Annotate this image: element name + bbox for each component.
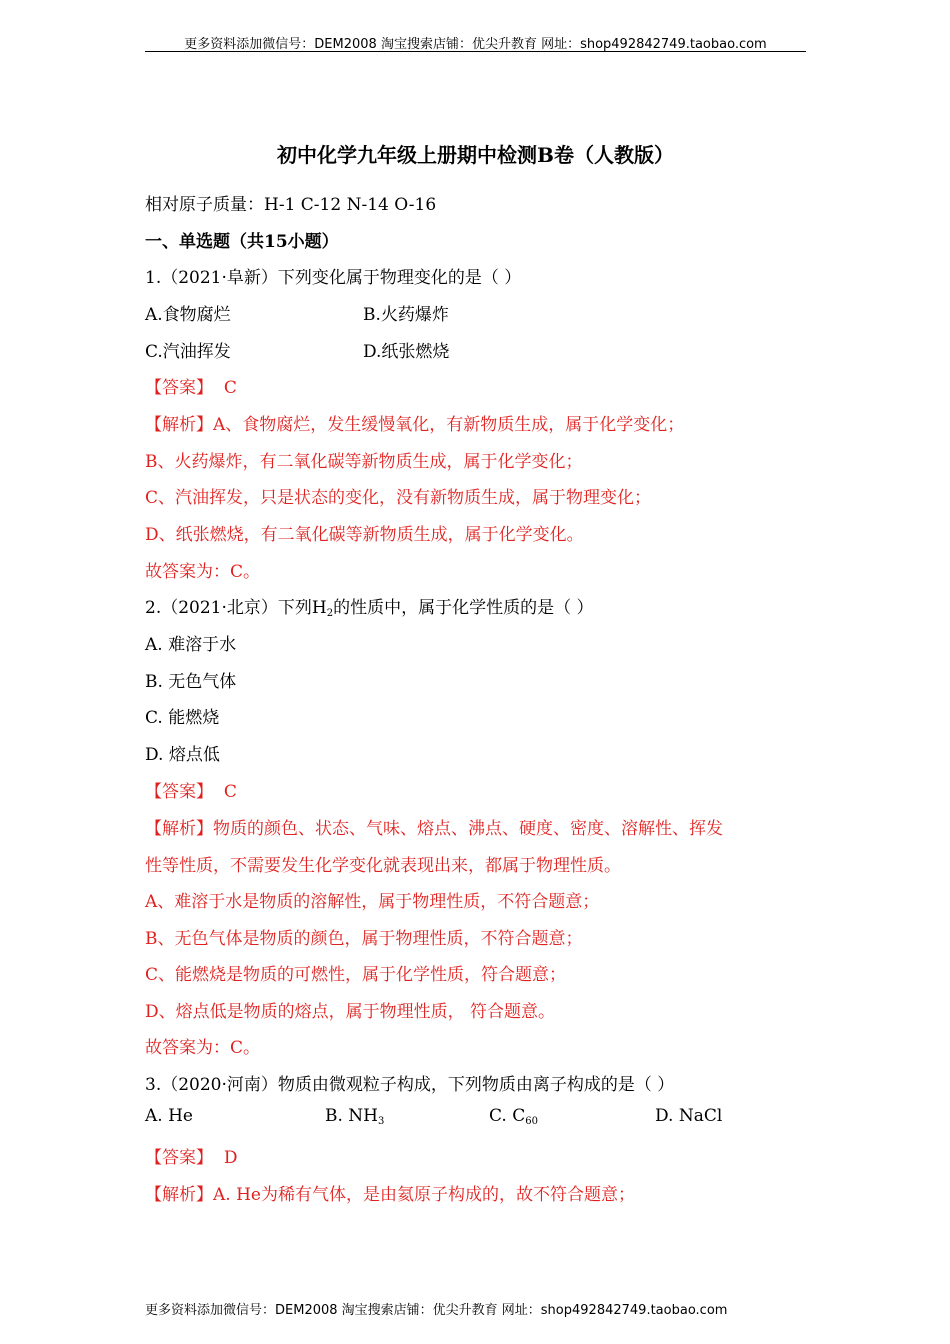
q2-analysis-line-6: D、熔点低是物质的熔点，属于物理性质， 符合题意。: [145, 1002, 556, 1022]
q3-analysis-line-1: 【解析】A. He为稀有气体，是由氦原子构成的，故不符合题意；: [145, 1185, 635, 1205]
q2-option-d: D. 熔点低: [145, 745, 220, 765]
section-heading: 一、单选题（共15小题）: [145, 232, 339, 252]
q3-analysis-label: 【解析】: [145, 1185, 213, 1205]
q3-option-d: D. NaCl: [655, 1106, 723, 1126]
q2-analysis-line-1: 【解析】物质的颜色、状态、气味、熔点、沸点、硬度、密度、溶解性、挥发: [145, 819, 723, 839]
header-divider: [145, 51, 806, 52]
q3-answer-label: 【答案】: [145, 1148, 213, 1168]
page-footer: 更多资料添加微信号：DEM2008 淘宝搜索店铺：优尖升教育 网址：shop492842749.taobao.com: [145, 1303, 728, 1318]
q1-analysis-label: 【解析】: [145, 415, 213, 435]
q3-option-c: C. $C_{60}$: [489, 1106, 538, 1127]
q1-analysis-line-2: B、火药爆炸，有二氧化碳等新物质生成，属于化学变化；: [145, 452, 583, 472]
exam-title: 初中化学九年级上册期中检测B卷（人教版）: [277, 143, 674, 167]
q1-option-a: A.食物腐烂: [145, 305, 231, 325]
q1-answer: [145, 373, 237, 398]
q2-stem: 2.（2021·北京）下列$H_2$的性质中，属于化学性质的是（ ）: [145, 598, 594, 619]
q3-answer: [145, 1143, 237, 1168]
q3-option-a: A. He: [145, 1106, 193, 1126]
q1-option-d: D.纸张燃烧: [363, 342, 450, 362]
page-header: 更多资料添加微信号：DEM2008 淘宝搜索店铺：优尖升教育 网址：shop492842749.taobao.com: [184, 37, 767, 52]
q2-analysis-line-4: B、无色气体是物质的颜色，属于物理性质，不符合题意；: [145, 929, 583, 949]
q2-analysis-label: 【解析】: [145, 819, 213, 839]
q1-analysis-line-4: D、纸张燃烧，有二氧化碳等新物质生成，属于化学变化。: [145, 525, 584, 545]
q2-answer: [145, 777, 237, 802]
q3-stem: 3.（2020·河南）物质由微观粒子构成，下列物质由离子构成的是（ ）: [145, 1075, 675, 1095]
q2-option-a: A. 难溶于水: [145, 635, 237, 655]
q2-analysis-line-3: A、难溶于水是物质的溶解性，属于物理性质，不符合题意；: [145, 892, 600, 912]
q1-stem: 1.（2021·阜新）下列变化属于物理变化的是（ ）: [145, 268, 522, 288]
atomic-mass-line: 相对原子质量：H-1 C-12 N-14 O-16: [145, 195, 437, 215]
q3-answer-value: D: [223, 1148, 238, 1168]
q1-conclusion: 故答案为：C。: [145, 562, 261, 582]
q2-option-b: B. 无色气体: [145, 672, 237, 692]
q1-analysis-line-3: C、汽油挥发，只是状态的变化，没有新物质生成，属于物理变化；: [145, 488, 652, 508]
q2-answer-value: C: [223, 782, 237, 802]
q2-analysis-line-2: 性等性质，不需要发生化学变化就表现出来，都属于物理性质。: [145, 856, 621, 876]
q1-answer-value: C: [223, 378, 237, 398]
q1-answer-label: 【答案】: [145, 378, 213, 398]
q1-option-b: B.火药爆炸: [363, 305, 449, 325]
q2-option-c: C. 能燃烧: [145, 708, 220, 728]
q3-option-b: B. $NH_3$: [325, 1106, 385, 1127]
q1-analysis-line-1: 【解析】A、食物腐烂，发生缓慢氧化，有新物质生成，属于化学变化；: [145, 415, 685, 435]
q2-conclusion: 故答案为：C。: [145, 1038, 261, 1058]
q1-option-c: C.汽油挥发: [145, 342, 231, 362]
q2-answer-label: 【答案】: [145, 782, 213, 802]
q2-analysis-line-5: C、能燃烧是物质的可燃性，属于化学性质，符合题意；: [145, 965, 567, 985]
